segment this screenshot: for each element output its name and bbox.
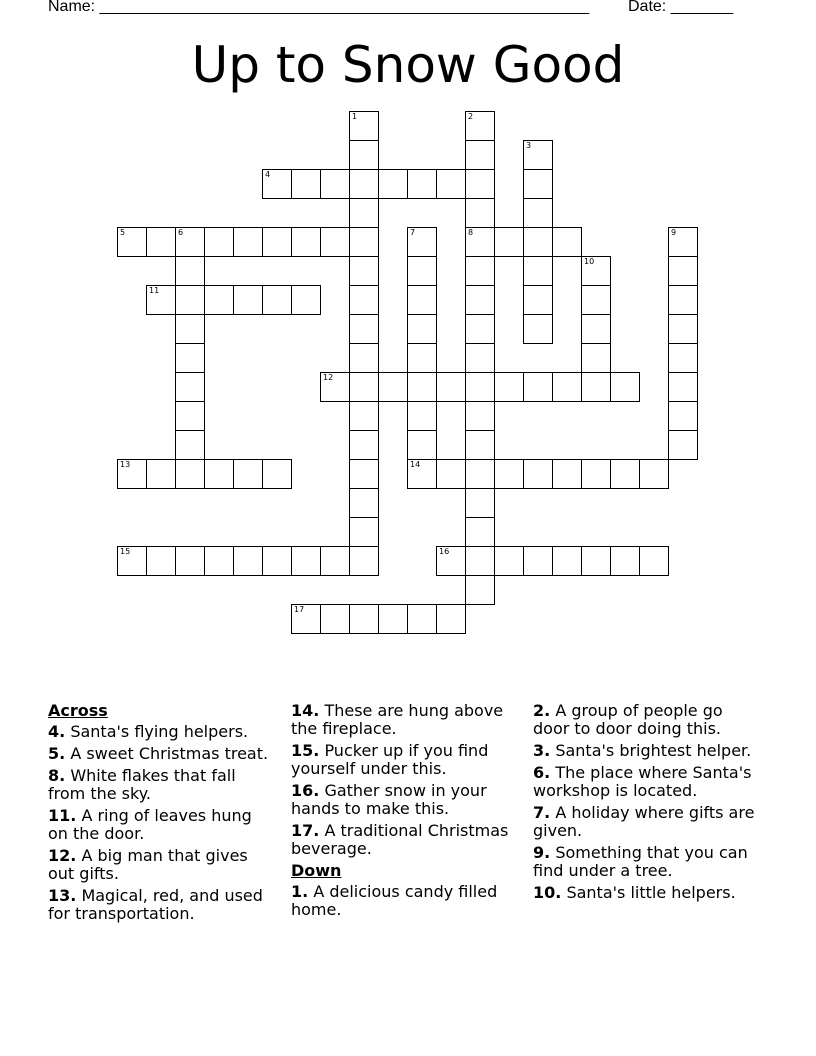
- grid-cell[interactable]: [581, 256, 611, 286]
- grid-cell[interactable]: [465, 546, 495, 576]
- grid-cell[interactable]: [349, 430, 379, 460]
- grid-cell[interactable]: [465, 198, 495, 228]
- clues-column-1: [48, 702, 270, 927]
- grid-cell[interactable]: [668, 372, 698, 402]
- clue-across-17: 17. A traditional Christmas beverage.: [291, 821, 509, 858]
- grid-cell[interactable]: [349, 546, 379, 576]
- clue-number: 4: [265, 170, 271, 179]
- grid-cell[interactable]: [175, 256, 205, 286]
- grid-cell[interactable]: [407, 430, 437, 460]
- grid-cell[interactable]: [465, 517, 495, 547]
- grid-cell[interactable]: [117, 546, 147, 576]
- grid-cell[interactable]: [523, 256, 553, 286]
- clue-across-8: 8. White flakes that fall from the sky.: [48, 766, 236, 803]
- grid-cell[interactable]: [378, 604, 408, 634]
- grid-cell[interactable]: [639, 459, 669, 489]
- grid-cell[interactable]: [407, 343, 437, 373]
- grid-cell[interactable]: [465, 575, 495, 605]
- grid-cell[interactable]: [146, 285, 176, 315]
- grid-cell[interactable]: [349, 343, 379, 373]
- clue-down-10: 10. Santa's little helpers.: [533, 883, 736, 902]
- grid-cell[interactable]: [349, 604, 379, 634]
- clue-number: 12: [323, 373, 334, 382]
- grid-cell[interactable]: [523, 546, 553, 576]
- clue-number: 16: [439, 547, 450, 556]
- grid-cell[interactable]: [349, 401, 379, 431]
- grid-cell[interactable]: [552, 459, 582, 489]
- grid-cell[interactable]: [523, 314, 553, 344]
- grid-cell[interactable]: [146, 227, 176, 257]
- grid-cell[interactable]: [523, 140, 553, 170]
- clue-down-2: 2. A group of people go door to door doing this.: [533, 701, 723, 738]
- grid-cell[interactable]: [436, 604, 466, 634]
- grid-cell[interactable]: [233, 546, 263, 576]
- down-heading: Down: [291, 861, 342, 880]
- grid-cell[interactable]: [349, 517, 379, 547]
- grid-cell[interactable]: [320, 604, 350, 634]
- grid-cell[interactable]: [349, 169, 379, 199]
- grid-cell[interactable]: [291, 604, 321, 634]
- grid-cell[interactable]: [175, 546, 205, 576]
- clue-down-6: 6. The place where Santa's workshop is located.: [533, 763, 752, 800]
- grid-cell[interactable]: [175, 227, 205, 257]
- grid-cell[interactable]: [407, 604, 437, 634]
- grid-cell[interactable]: [204, 285, 234, 315]
- grid-cell[interactable]: [175, 372, 205, 402]
- grid-cell[interactable]: [523, 198, 553, 228]
- grid-cell[interactable]: [349, 488, 379, 518]
- grid-cell[interactable]: [668, 430, 698, 460]
- clue-number: 8: [468, 228, 474, 237]
- grid-cell[interactable]: [233, 285, 263, 315]
- grid-cell[interactable]: [465, 256, 495, 286]
- name-field[interactable]: Name: _______________________________________________________: [48, 0, 589, 15]
- clue-number: 13: [120, 460, 131, 469]
- grid-cell[interactable]: [262, 285, 292, 315]
- date-field[interactable]: Date: _______: [628, 0, 733, 15]
- grid-cell[interactable]: [204, 546, 234, 576]
- grid-cell[interactable]: [668, 227, 698, 257]
- clue-down-3: 3. Santa's brightest helper.: [533, 741, 752, 760]
- grid-cell[interactable]: [349, 372, 379, 402]
- grid-cell[interactable]: [233, 227, 263, 257]
- grid-cell[interactable]: [262, 227, 292, 257]
- grid-cell[interactable]: [175, 401, 205, 431]
- grid-cell[interactable]: [552, 227, 582, 257]
- grid-cell[interactable]: [146, 459, 176, 489]
- grid-cell[interactable]: [175, 314, 205, 344]
- clue-down-1: 1. A delicious candy filled home.: [291, 882, 498, 919]
- grid-cell[interactable]: [581, 546, 611, 576]
- clue-number: 9: [671, 228, 677, 237]
- clue-across-4: 4. Santa's flying helpers.: [48, 722, 249, 741]
- grid-cell[interactable]: [117, 459, 147, 489]
- grid-cell[interactable]: [320, 169, 350, 199]
- grid-cell[interactable]: [581, 314, 611, 344]
- clue-number: 10: [584, 257, 595, 266]
- grid-cell[interactable]: [407, 256, 437, 286]
- clue-number: 15: [120, 547, 131, 556]
- clues-column-2: [291, 702, 517, 923]
- grid-cell[interactable]: [262, 546, 292, 576]
- clue-number: 7: [410, 228, 416, 237]
- grid-cell[interactable]: [668, 285, 698, 315]
- grid-cell[interactable]: [494, 227, 524, 257]
- grid-cell[interactable]: [146, 546, 176, 576]
- grid-cell[interactable]: [378, 169, 408, 199]
- grid-cell[interactable]: [175, 430, 205, 460]
- grid-cell[interactable]: [523, 459, 553, 489]
- grid-cell[interactable]: [523, 372, 553, 402]
- grid-cell[interactable]: [465, 169, 495, 199]
- grid-cell[interactable]: [465, 372, 495, 402]
- grid-cell[interactable]: [349, 459, 379, 489]
- clue-down-7: 7. A holiday where gifts are given.: [533, 803, 755, 840]
- grid-cell[interactable]: [610, 459, 640, 489]
- grid-cell[interactable]: [407, 401, 437, 431]
- grid-cell[interactable]: [465, 314, 495, 344]
- grid-cell[interactable]: [436, 169, 466, 199]
- grid-cell[interactable]: [668, 401, 698, 431]
- across-heading: Across: [48, 701, 108, 720]
- grid-cell[interactable]: [465, 430, 495, 460]
- grid-cell[interactable]: [581, 343, 611, 373]
- clue-number: 14: [410, 460, 421, 469]
- grid-cell[interactable]: [349, 111, 379, 141]
- grid-cell[interactable]: [349, 198, 379, 228]
- grid-cell[interactable]: [465, 227, 495, 257]
- clue-number: 11: [149, 286, 160, 295]
- grid-cell[interactable]: [117, 227, 147, 257]
- grid-cell[interactable]: [291, 227, 321, 257]
- clue-number: 3: [526, 141, 532, 150]
- grid-cell[interactable]: [668, 343, 698, 373]
- grid-cell[interactable]: [610, 546, 640, 576]
- grid-cell[interactable]: [349, 285, 379, 315]
- grid-cell[interactable]: [204, 227, 234, 257]
- grid-cell[interactable]: [204, 459, 234, 489]
- grid-cell[interactable]: [494, 459, 524, 489]
- grid-cell[interactable]: [523, 227, 553, 257]
- grid-cell[interactable]: [320, 546, 350, 576]
- clue-number: 1: [352, 112, 358, 121]
- grid-cell[interactable]: [407, 314, 437, 344]
- grid-cell[interactable]: [320, 372, 350, 402]
- grid-cell[interactable]: [407, 285, 437, 315]
- clue-across-14: 14. These are hung above the fireplace.: [291, 701, 504, 738]
- grid-cell[interactable]: [436, 372, 466, 402]
- clue-across-5: 5. A sweet Christmas treat.: [48, 744, 269, 763]
- grid-cell[interactable]: [407, 459, 437, 489]
- clue-across-13: 13. Magical, red, and used for transportation.: [48, 886, 263, 923]
- grid-cell[interactable]: [262, 169, 292, 199]
- page-title: Up to Snow Good: [191, 36, 625, 94]
- grid-cell[interactable]: [465, 111, 495, 141]
- clue-number: 2: [468, 112, 474, 121]
- grid-cell[interactable]: [291, 546, 321, 576]
- clues-column-3: [533, 702, 759, 906]
- grid-cell[interactable]: [494, 546, 524, 576]
- clue-down-9: 9. Something that you can find under a tree.: [533, 843, 748, 880]
- grid-cell[interactable]: [233, 459, 263, 489]
- grid-cell[interactable]: [291, 169, 321, 199]
- clue-number: 5: [120, 228, 126, 237]
- clue-across-16: 16. Gather snow in your hands to make this.: [291, 781, 487, 818]
- grid-cell[interactable]: [175, 459, 205, 489]
- clue-across-15: 15. Pucker up if you find yourself under this.: [291, 741, 489, 778]
- grid-cell[interactable]: [465, 343, 495, 373]
- grid-cell[interactable]: [610, 372, 640, 402]
- grid-cell[interactable]: [349, 314, 379, 344]
- grid-cell[interactable]: [552, 546, 582, 576]
- grid-cell[interactable]: [581, 285, 611, 315]
- grid-cell[interactable]: [175, 343, 205, 373]
- grid-cell[interactable]: [668, 256, 698, 286]
- clue-number: 6: [178, 228, 184, 237]
- grid-cell[interactable]: [581, 372, 611, 402]
- grid-cell[interactable]: [581, 459, 611, 489]
- grid-cell[interactable]: [320, 227, 350, 257]
- grid-cell[interactable]: [465, 285, 495, 315]
- grid-cell[interactable]: [494, 372, 524, 402]
- grid-cell[interactable]: [552, 372, 582, 402]
- grid-cell[interactable]: [523, 285, 553, 315]
- clue-across-12: 12. A big man that gives out gifts.: [48, 846, 248, 883]
- grid-cell[interactable]: [175, 285, 205, 315]
- grid-cell[interactable]: [291, 285, 321, 315]
- grid-cell[interactable]: [407, 372, 437, 402]
- grid-cell[interactable]: [407, 227, 437, 257]
- grid-cell[interactable]: [465, 488, 495, 518]
- grid-cell[interactable]: [465, 459, 495, 489]
- grid-cell[interactable]: [349, 227, 379, 257]
- grid-cell[interactable]: [349, 256, 379, 286]
- grid-cell[interactable]: [378, 372, 408, 402]
- clue-number: 17: [294, 605, 305, 614]
- grid-cell[interactable]: [262, 459, 292, 489]
- grid-cell[interactable]: [639, 546, 669, 576]
- grid-cell[interactable]: [465, 401, 495, 431]
- grid-cell[interactable]: [668, 314, 698, 344]
- grid-cell[interactable]: [523, 169, 553, 199]
- grid-cell[interactable]: [465, 140, 495, 170]
- grid-cell[interactable]: [436, 459, 466, 489]
- grid-cell[interactable]: [407, 169, 437, 199]
- grid-cell[interactable]: [436, 546, 466, 576]
- clue-across-11: 11. A ring of leaves hung on the door.: [48, 806, 252, 843]
- grid-cell[interactable]: [349, 140, 379, 170]
